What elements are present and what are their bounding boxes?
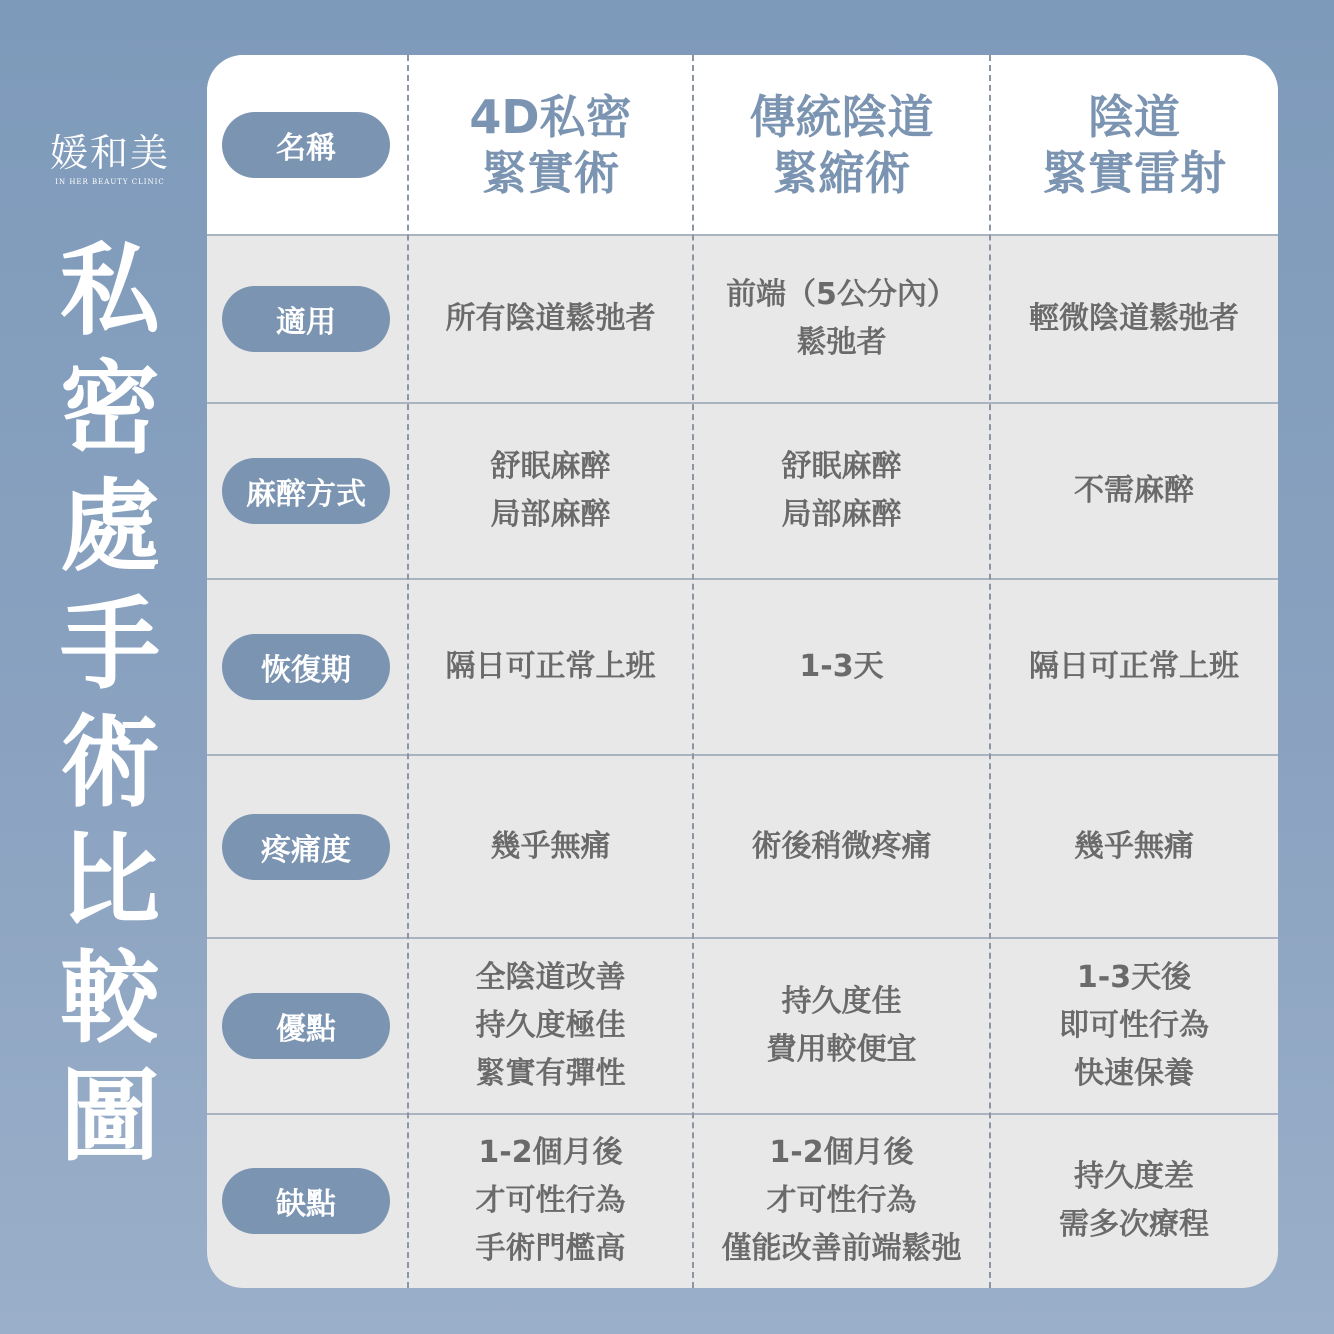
table-cell [693, 755, 990, 938]
logo-tagline: IN HER BEAUTY CLINIC [55, 178, 165, 186]
cell-text: 持久度差 需多次療程 [1059, 1159, 1209, 1242]
clinic-logo [40, 130, 180, 186]
cell-text: 隔日可正常上班 [445, 649, 656, 684]
cell-text: 術後稍微疼痛 [751, 828, 932, 864]
row-label-pain: 疼痛度 [222, 814, 390, 880]
title-char: 處 [60, 468, 160, 585]
column-header [693, 55, 990, 235]
table-cell [990, 235, 1278, 403]
table-cell [408, 403, 693, 579]
title-char: 手 [60, 586, 160, 703]
table-cell [693, 938, 990, 1114]
table-cell [990, 579, 1278, 755]
cell-text: 前端（5公分內） 鬆弛者 [726, 277, 957, 360]
title-char: 私 [60, 232, 160, 349]
page-title [40, 232, 180, 1176]
table-cell [408, 938, 693, 1114]
title-char: 較 [60, 940, 160, 1057]
cell-text: 1-2個月後 才可性行為 僅能改善前端鬆弛 [721, 1135, 962, 1266]
cell-text: 1-3天後 即可性行為 快速保養 [1059, 960, 1209, 1091]
cell-text: 幾乎無痛 [1074, 828, 1194, 864]
row-label-anesthesia: 麻醉方式 [222, 458, 390, 524]
table-cell [408, 579, 693, 755]
table-cell [408, 1114, 693, 1288]
cell-text: 隔日可正常上班 [1029, 649, 1239, 684]
table-cell [990, 403, 1278, 579]
title-char: 密 [60, 350, 160, 467]
title-char: 術 [60, 704, 160, 821]
row-label-pros: 優點 [222, 993, 390, 1059]
column-header-text: 傳統陰道 緊縮術 [749, 90, 934, 200]
table-cell [693, 235, 990, 403]
cell-text: 持久度佳 費用較便宜 [766, 984, 917, 1067]
cell-text: 舒眠麻醉 局部麻醉 [781, 449, 902, 532]
table-cell [408, 755, 693, 938]
cell-text: 所有陰道鬆弛者 [445, 301, 656, 336]
cell-text: 1-3天 [799, 649, 884, 684]
cell-text: 1-2個月後 才可性行為 手術門檻高 [475, 1135, 626, 1266]
title-char: 比 [60, 822, 160, 939]
row-label-recovery: 恢復期 [222, 634, 390, 700]
cell-text: 幾乎無痛 [490, 828, 611, 864]
logo-name: 媛和美 [49, 131, 170, 175]
table-cell [990, 1114, 1278, 1288]
column-header [408, 55, 693, 235]
cell-text: 舒眠麻醉 局部麻醉 [490, 449, 611, 532]
cell-text: 輕微陰道鬆弛者 [1029, 301, 1239, 336]
column-header [990, 55, 1278, 235]
column-header-text: 陰道 緊實雷射 [1042, 90, 1226, 200]
table-cell [693, 403, 990, 579]
column-header-text: 4D私密 緊實術 [469, 90, 632, 200]
cell-text: 不需麻醉 [1074, 473, 1194, 508]
table-cell [990, 938, 1278, 1114]
row-label-cons: 缺點 [222, 1168, 390, 1234]
table-cell [693, 579, 990, 755]
table-cell [408, 235, 693, 403]
row-label-suitable: 適用 [222, 286, 390, 352]
comparison-table [207, 55, 1278, 1288]
title-char: 圖 [60, 1058, 160, 1175]
table-cell [693, 1114, 990, 1288]
table-cell [990, 755, 1278, 938]
row-label-name: 名稱 [222, 112, 390, 178]
cell-text: 全陰道改善 持久度極佳 緊實有彈性 [475, 960, 626, 1091]
